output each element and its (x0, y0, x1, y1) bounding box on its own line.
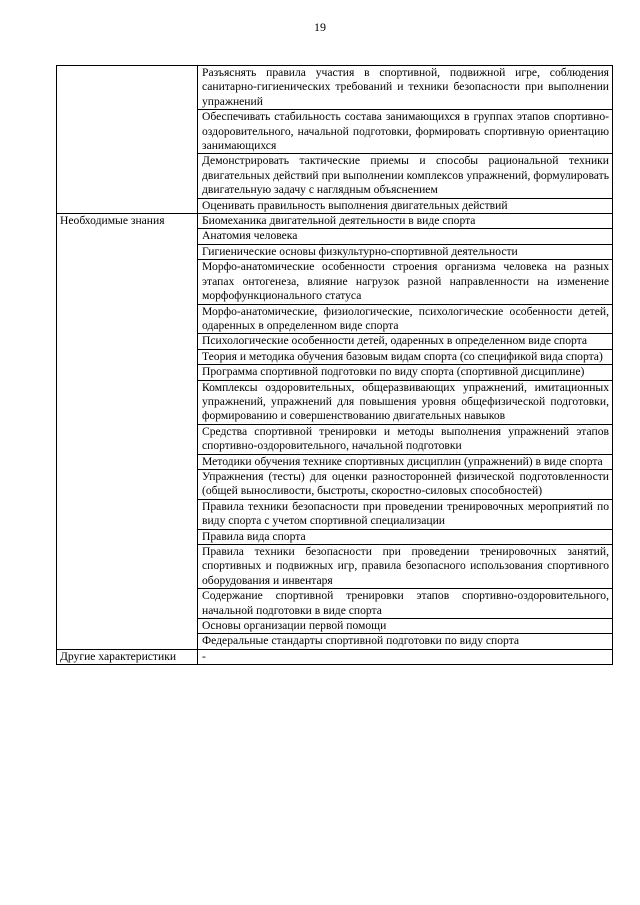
row-label-other-characteristics: Другие характеристики (57, 649, 198, 664)
table-row (57, 66, 613, 110)
table-cell: Обеспечивать стабильность состава занимающихся в группах этапов спортивно-оздоровительного, начальной подготовки, формировать спортивную ориентацию занимающихся (198, 110, 613, 154)
table-cell: Биомеханика двигательной деятельности в виде спорта (198, 214, 613, 229)
table-cell: Морфо-анатомические, физиологические, психологические особенности детей, одаренных в определенном виде спорта (198, 304, 613, 334)
table-cell: Разъяснять правила участия в спортивной, подвижной игре, соблюдения санитарно-гигиенических требований и техники безопасности при выполнении упражнений (198, 66, 613, 110)
table-cell: Правила вида спорта (198, 529, 613, 544)
table-cell: Правила техники безопасности при проведении тренировочных мероприятий по виду спорта с учетом спортивной специализации (198, 499, 613, 529)
table-cell: Гигиенические основы физкультурно-спортивной деятельности (198, 244, 613, 259)
table-cell: Правила техники безопасности при проведении тренировочных занятий, спортивных и подвижных игр, правила безопасного использования спортивного оборудования и инвентаря (198, 545, 613, 589)
table-cell: Основы организации первой помощи (198, 619, 613, 634)
table-cell: Упражнения (тесты) для оценки разносторонней физической подготовленности (общей выносливости, быстроты, скоростно-силовых способностей) (198, 469, 613, 499)
requirements-table (56, 65, 613, 665)
table-row (57, 214, 613, 229)
table-cell: Оценивать правильность выполнения двигательных действий (198, 198, 613, 213)
table-cell: Федеральные стандарты спортивной подготовки по виду спорта (198, 634, 613, 649)
table-cell: Содержание спортивной тренировки этапов спортивно-оздоровительного, начальной подготовки в виде спорта (198, 589, 613, 619)
page-number: 19 (314, 20, 326, 34)
table-row (57, 649, 613, 664)
table-cell: Комплексы оздоровительных, общеразвивающих упражнений, имитационных упражнений, упражнений для повышения уровня общефизической подготовки, формированию и совершенствованию двигательных навыков (198, 380, 613, 424)
table-cell: Программа спортивной подготовки по виду спорта (спортивной дисциплине) (198, 365, 613, 380)
table-cell: Средства спортивной тренировки и методы выполнения упражнений этапов спортивно-оздоровительного, начальной подготовки (198, 424, 613, 454)
row-label-required-knowledge: Необходимые знания (57, 214, 198, 650)
row-label-continued (57, 66, 198, 214)
table-cell: Анатомия человека (198, 229, 613, 244)
table-cell: - (198, 649, 613, 664)
table-cell: Методики обучения технике спортивных дисциплин (упражнений) в виде спорта (198, 454, 613, 469)
table-cell: Теория и методика обучения базовым видам спорта (со спецификой вида спорта) (198, 349, 613, 364)
table-cell: Психологические особенности детей, одаренных в определенном виде спорта (198, 334, 613, 349)
table-cell: Морфо-анатомические особенности строения организма человека на разных этапах онтогенеза, влияние нагрузок разной направленности на изменение морфофункционального статуса (198, 260, 613, 304)
table-cell: Демонстрировать тактические приемы и способы рациональной техники двигательных действий при выполнении комплексов упражнений, формулировать двигательную задачу с наглядным объяснением (198, 154, 613, 198)
